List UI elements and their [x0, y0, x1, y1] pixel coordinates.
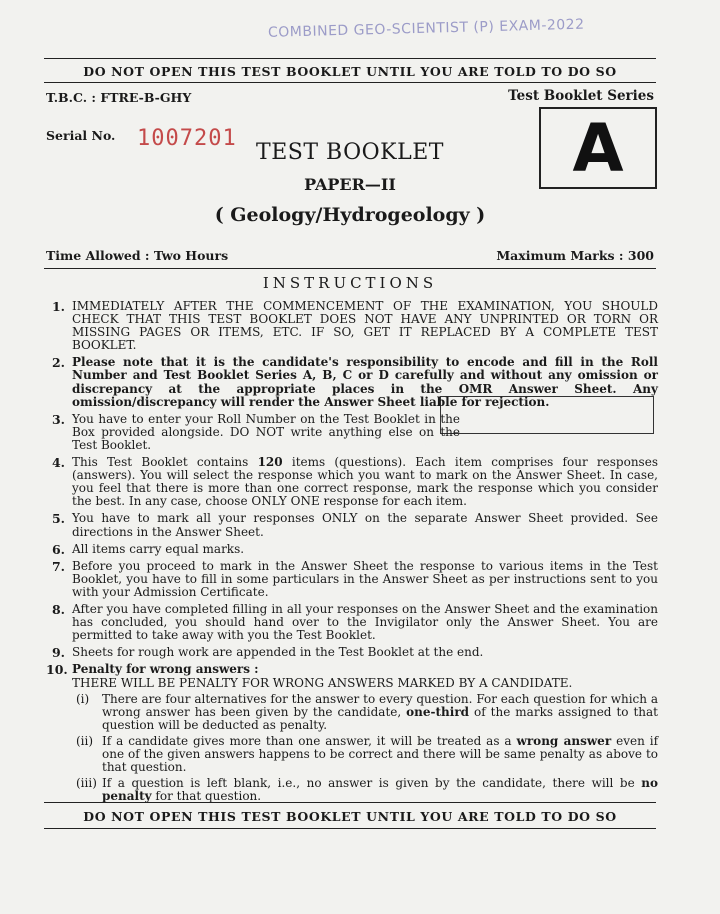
serial-label: Serial No.: [46, 128, 116, 143]
instruction-item: 6. All items carry equal marks.: [51, 541, 245, 557]
penalty-sub-item: (ii) If a candidate gives more than one answer, it will be treated as a wrong answer even if one of the given answers happens to be correct and there will be same penalty as above to that question.: [76, 733, 659, 774]
item-count: 120: [257, 455, 283, 470]
exam-stamp: COMBINED GEO-SCIENTIST (P) EXAM-2022: [267, 16, 585, 41]
tbc-code: T.B.C. : FTRE-B-GHY: [46, 90, 192, 105]
top-warning-banner: DO NOT OPEN THIS TEST BOOKLET UNTIL YOU ARE TOLD TO DO SO: [83, 64, 617, 79]
instruction-item: 7. Before you proceed to mark in the Answer Sheet the response to various items in the Test Booklet, you have to fill in some particulars in the Answer Sheet as per instructions sent to you with your Admission Certificate.: [51, 558, 658, 599]
instructions-heading: INSTRUCTIONS: [262, 274, 438, 292]
penalty-sub-item: (iii) If a question is left blank, i.e., no answer is given by the candidate, there will be no penalty for that question.: [76, 776, 658, 804]
maximum-marks: Maximum Marks : 300: [496, 248, 654, 263]
bottom-rule: [44, 802, 656, 803]
instruction-item: 4. This Test Booklet contains 120 items (questions). Each item comprises four responses (answers). You will select the response which you want to mark on the Answer Sheet. In case, you feel that there is more than one correct response, mark the response which you consider the best. In any case, choose ONLY ONE response for each item.: [51, 455, 658, 509]
instruction-item: 1. IMMEDIATELY AFTER THE COMMENCEMENT OF THE EXAMINATION, YOU SHOULD CHECK THAT THIS TEST BOOKLET DOES NOT HAVE ANY UNPRINTED OR TORN OR MISSING PAGES OR ITEMS, ETC. IF SO, GET IT REPLACED BY A COMPLETE TEST BOOKLET.: [51, 299, 658, 353]
serial-number: 1007201: [137, 126, 237, 151]
bottom-rule-lower: [44, 828, 656, 829]
series-label: Test Booklet Series: [508, 88, 654, 104]
penalty-sub-item: (i) There are four alternatives for the answer to every question. For each question for which a wrong answer has been given by the candidate, one-third of the marks assigned to that question will be deducted as penalty.: [76, 691, 658, 732]
instruction-item: 8. After you have completed filling in all your responses on the Answer Sheet and the examination has concluded, you should hand over to the Invigilator only the Answer Sheet. You are permitted to take away with you the Test Booklet.: [51, 601, 658, 643]
series-letter: A: [572, 109, 624, 187]
instruction-item: 2. Please note that it is the candidate's responsibility to encode and fill in the Roll Number and Test Booklet Series A, B, C or D carefully and without any omission or discrepancy at the appropriate places in the OMR Answer Sheet. Any omission/discrepancy will render the Answer Sheet liable for rejection.: [51, 355, 658, 409]
mid-rule: [44, 268, 656, 269]
subject-title: ( Geology/Hydrogeology ): [214, 204, 486, 226]
series-letter-box: [539, 107, 657, 189]
paper-label: PAPER—II: [304, 175, 396, 194]
penalty-heading: Penalty for wrong answers :: [72, 662, 259, 677]
instructions-list: [46, 300, 658, 806]
instruction-item: 10. Penalty for wrong answers :: [46, 663, 658, 676]
instruction-item: 3. You have to enter your Roll Number on the Test Booklet in the Box provided alongside. DO NOT write anything else on the Test Booklet.: [51, 411, 460, 452]
instruction-item: 5. You have to mark all your responses ONLY on the separate Answer Sheet provided. See directions in the Answer Sheet.: [51, 511, 658, 539]
time-allowed: Time Allowed : Two Hours: [46, 248, 229, 263]
penalty-statement: THERE WILL BE PENALTY FOR WRONG ANSWERS MARKED BY A CANDIDATE.: [72, 676, 573, 691]
top-rule: [44, 58, 656, 59]
instruction-item: 9. Sheets for rough work are appended in the Test Booklet at the end.: [51, 645, 484, 661]
booklet-title: TEST BOOKLET: [256, 140, 444, 165]
bottom-warning-banner: DO NOT OPEN THIS TEST BOOKLET UNTIL YOU ARE TOLD TO DO SO: [83, 809, 617, 824]
top-rule-lower: [44, 82, 656, 83]
